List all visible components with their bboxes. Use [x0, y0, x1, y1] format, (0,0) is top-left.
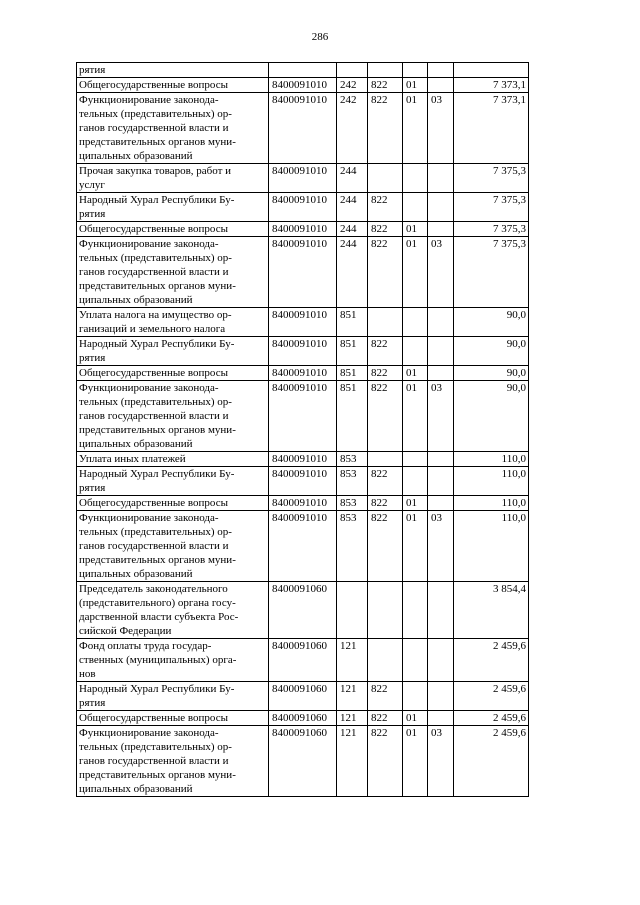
target-article-cell: 8400091010 [269, 452, 337, 467]
expense-type-cell: 121 [337, 726, 368, 797]
row-name-cell: Общегосударственные вопросы [77, 366, 269, 381]
ministry-code-cell: 822 [368, 496, 403, 511]
row-name-cell: Функционирование законода- тельных (представительных) ор- ганов государственной власти и представительных органов муни- ципальных образований [77, 237, 269, 308]
expense-type-cell: 853 [337, 511, 368, 582]
row-name-cell: Общегосударственные вопросы [77, 78, 269, 93]
ministry-code-cell: 822 [368, 237, 403, 308]
row-name-cell: Общегосударственные вопросы [77, 496, 269, 511]
subsection-cell: 03 [428, 726, 454, 797]
target-article-cell: 8400091060 [269, 639, 337, 682]
section-cell [403, 452, 428, 467]
table-row [77, 467, 529, 496]
section-cell [403, 639, 428, 682]
amount-cell: 7 373,1 [454, 93, 529, 164]
expense-type-cell [337, 63, 368, 78]
ministry-code-cell: 822 [368, 711, 403, 726]
target-article-cell: 8400091010 [269, 467, 337, 496]
expense-type-cell: 244 [337, 237, 368, 308]
subsection-cell [428, 452, 454, 467]
ministry-code-cell [368, 582, 403, 639]
section-cell [403, 682, 428, 711]
table-row [77, 682, 529, 711]
table-row [77, 237, 529, 308]
target-article-cell: 8400091010 [269, 237, 337, 308]
target-article-cell: 8400091010 [269, 164, 337, 193]
row-name-cell: Народный Хурал Республики Бу- рятия [77, 337, 269, 366]
ministry-code-cell [368, 308, 403, 337]
row-name-cell: рятия [77, 63, 269, 78]
target-article-cell: 8400091010 [269, 366, 337, 381]
row-name-cell: Функционирование законода- тельных (представительных) ор- ганов государственной власти и представительных органов муни- ципальных образований [77, 381, 269, 452]
table-row [77, 308, 529, 337]
amount-cell: 110,0 [454, 496, 529, 511]
subsection-cell [428, 682, 454, 711]
target-article-cell: 8400091010 [269, 337, 337, 366]
amount-cell: 7 375,3 [454, 222, 529, 237]
target-article-cell: 8400091010 [269, 222, 337, 237]
amount-cell: 90,0 [454, 308, 529, 337]
expense-type-cell: 121 [337, 639, 368, 682]
table-row [77, 639, 529, 682]
ministry-code-cell: 822 [368, 337, 403, 366]
row-name-cell: Фонд оплаты труда государ- ственных (муниципальных) орга- нов [77, 639, 269, 682]
section-cell: 01 [403, 93, 428, 164]
ministry-code-cell: 822 [368, 511, 403, 582]
amount-cell [454, 63, 529, 78]
target-article-cell: 8400091010 [269, 511, 337, 582]
amount-cell: 7 375,3 [454, 164, 529, 193]
expense-type-cell: 853 [337, 467, 368, 496]
table-row [77, 63, 529, 78]
expense-type-cell: 851 [337, 366, 368, 381]
ministry-code-cell [368, 452, 403, 467]
subsection-cell [428, 366, 454, 381]
table-row [77, 511, 529, 582]
subsection-cell [428, 639, 454, 682]
section-cell [403, 337, 428, 366]
target-article-cell: 8400091010 [269, 93, 337, 164]
row-name-cell: Председатель законодательного (представительного) органа госу- дарственной власти субъекта Рос- сийской Федерации [77, 582, 269, 639]
ministry-code-cell [368, 639, 403, 682]
row-name-cell: Уплата налога на имущество ор- ганизаций и земельного налога [77, 308, 269, 337]
table-row [77, 78, 529, 93]
subsection-cell: 03 [428, 93, 454, 164]
target-article-cell: 8400091010 [269, 381, 337, 452]
subsection-cell [428, 582, 454, 639]
subsection-cell [428, 222, 454, 237]
row-name-cell: Прочая закупка товаров, работ и услуг [77, 164, 269, 193]
subsection-cell [428, 711, 454, 726]
amount-cell: 2 459,6 [454, 639, 529, 682]
section-cell: 01 [403, 78, 428, 93]
table-row [77, 452, 529, 467]
subsection-cell [428, 78, 454, 93]
subsection-cell [428, 496, 454, 511]
ministry-code-cell: 822 [368, 78, 403, 93]
expense-type-cell: 242 [337, 78, 368, 93]
table-row [77, 193, 529, 222]
subsection-cell [428, 467, 454, 496]
row-name-cell: Народный Хурал Республики Бу- рятия [77, 682, 269, 711]
subsection-cell [428, 193, 454, 222]
row-name-cell: Уплата иных платежей [77, 452, 269, 467]
table-row [77, 222, 529, 237]
target-article-cell: 8400091060 [269, 711, 337, 726]
section-cell [403, 308, 428, 337]
ministry-code-cell: 822 [368, 193, 403, 222]
expense-type-cell: 244 [337, 193, 368, 222]
subsection-cell: 03 [428, 381, 454, 452]
target-article-cell: 8400091010 [269, 78, 337, 93]
target-article-cell: 8400091060 [269, 682, 337, 711]
expense-type-cell: 244 [337, 222, 368, 237]
expense-type-cell: 244 [337, 164, 368, 193]
amount-cell: 110,0 [454, 511, 529, 582]
row-name-cell: Общегосударственные вопросы [77, 222, 269, 237]
section-cell: 01 [403, 222, 428, 237]
section-cell: 01 [403, 381, 428, 452]
budget-table [76, 62, 529, 797]
expense-type-cell: 121 [337, 711, 368, 726]
target-article-cell: 8400091010 [269, 193, 337, 222]
expense-type-cell [337, 582, 368, 639]
table-row [77, 496, 529, 511]
expense-type-cell: 853 [337, 452, 368, 467]
amount-cell: 3 854,4 [454, 582, 529, 639]
table-row [77, 726, 529, 797]
subsection-cell: 03 [428, 237, 454, 308]
target-article-cell: 8400091010 [269, 496, 337, 511]
row-name-cell: Функционирование законода- тельных (представительных) ор- ганов государственной власти и представительных органов муни- ципальных образований [77, 511, 269, 582]
ministry-code-cell: 822 [368, 381, 403, 452]
amount-cell: 7 373,1 [454, 78, 529, 93]
expense-type-cell: 851 [337, 308, 368, 337]
amount-cell: 90,0 [454, 381, 529, 452]
row-name-cell: Функционирование законода- тельных (представительных) ор- ганов государственной власти и представительных органов муни- ципальных образований [77, 726, 269, 797]
ministry-code-cell: 822 [368, 366, 403, 381]
section-cell [403, 582, 428, 639]
section-cell [403, 193, 428, 222]
row-name-cell: Народный Хурал Республики Бу- рятия [77, 193, 269, 222]
row-name-cell: Народный Хурал Республики Бу- рятия [77, 467, 269, 496]
target-article-cell: 8400091010 [269, 308, 337, 337]
amount-cell: 90,0 [454, 366, 529, 381]
page-number: 286 [311, 31, 329, 43]
amount-cell: 7 375,3 [454, 193, 529, 222]
amount-cell: 2 459,6 [454, 682, 529, 711]
target-article-cell: 8400091060 [269, 726, 337, 797]
ministry-code-cell [368, 63, 403, 78]
table-row [77, 366, 529, 381]
expense-type-cell: 242 [337, 93, 368, 164]
expense-type-cell: 851 [337, 337, 368, 366]
section-cell [403, 164, 428, 193]
ministry-code-cell: 822 [368, 93, 403, 164]
table-row [77, 164, 529, 193]
table-row [77, 381, 529, 452]
section-cell: 01 [403, 366, 428, 381]
row-name-cell: Общегосударственные вопросы [77, 711, 269, 726]
ministry-code-cell: 822 [368, 467, 403, 496]
section-cell: 01 [403, 237, 428, 308]
row-name-cell: Функционирование законода- тельных (представительных) ор- ганов государственной власти и представительных органов муни- ципальных образований [77, 93, 269, 164]
section-cell [403, 467, 428, 496]
budget-table-body [77, 63, 529, 797]
section-cell: 01 [403, 496, 428, 511]
amount-cell: 7 375,3 [454, 237, 529, 308]
subsection-cell [428, 63, 454, 78]
table-row [77, 711, 529, 726]
subsection-cell [428, 164, 454, 193]
ministry-code-cell: 822 [368, 726, 403, 797]
expense-type-cell: 853 [337, 496, 368, 511]
section-cell: 01 [403, 711, 428, 726]
amount-cell: 110,0 [454, 452, 529, 467]
expense-type-cell: 851 [337, 381, 368, 452]
target-article-cell [269, 63, 337, 78]
table-row [77, 337, 529, 366]
amount-cell: 90,0 [454, 337, 529, 366]
subsection-cell: 03 [428, 511, 454, 582]
subsection-cell [428, 337, 454, 366]
ministry-code-cell: 822 [368, 222, 403, 237]
section-cell: 01 [403, 511, 428, 582]
ministry-code-cell: 822 [368, 682, 403, 711]
table-row [77, 93, 529, 164]
section-cell: 01 [403, 726, 428, 797]
target-article-cell: 8400091060 [269, 582, 337, 639]
ministry-code-cell [368, 164, 403, 193]
table-row [77, 582, 529, 639]
subsection-cell [428, 308, 454, 337]
expense-type-cell: 121 [337, 682, 368, 711]
section-cell [403, 63, 428, 78]
amount-cell: 2 459,6 [454, 726, 529, 797]
amount-cell: 2 459,6 [454, 711, 529, 726]
amount-cell: 110,0 [454, 467, 529, 496]
